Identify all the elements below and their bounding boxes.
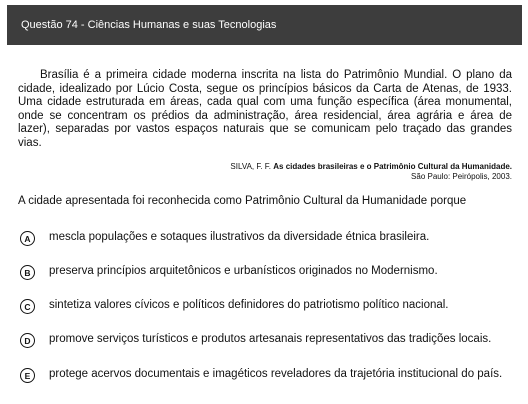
source-author: SILVA, F. F. xyxy=(230,162,272,171)
option-letter-d[interactable]: D xyxy=(20,333,35,348)
question-stem: A cidade apresentada foi reconhecida como Patrimônio Cultural da Humanidade porque xyxy=(18,195,467,207)
option-b[interactable] xyxy=(18,264,512,280)
option-text-e: protege acervos documentais e imagéticos reveladores da trajetória institucional do país. xyxy=(49,368,503,380)
option-d[interactable] xyxy=(18,332,512,348)
question-header-title: Questão 74 - Ciências Humanas e suas Tecnologias xyxy=(21,19,277,31)
option-c[interactable] xyxy=(18,298,512,314)
option-letter-a[interactable]: A xyxy=(20,231,35,246)
option-text-a: mescla populações e sotaques ilustrativos da diversidade étnica brasileira. xyxy=(49,231,430,243)
question-header-bar xyxy=(7,5,522,45)
source-publisher: São Paulo: Peirópolis, 2003. xyxy=(411,172,512,181)
option-letter-e[interactable]: E xyxy=(20,368,35,383)
option-text-c: sintetiza valores cívicos e políticos definidores do patriotismo político nacional. xyxy=(49,299,449,311)
option-letter-b[interactable]: B xyxy=(20,265,35,280)
option-text-b: preserva princípios arquitetônicos e urbanísticos originados no Modernismo. xyxy=(49,265,438,277)
source-citation xyxy=(230,162,512,182)
source-title: As cidades brasileiras e o Patrimônio Cultural da Humanidade. xyxy=(273,162,512,171)
option-letter-c[interactable]: C xyxy=(20,299,35,314)
option-text-d: promove serviços turísticos e produtos artesanais representativos das tradições locais. xyxy=(49,333,492,345)
source-line-1 xyxy=(230,162,512,172)
option-e[interactable] xyxy=(18,367,512,383)
option-a[interactable] xyxy=(18,230,512,246)
passage-text: Brasília é a primeira cidade moderna inscrita na lista do Patrimônio Mundial. O plano da cidade, idealizado por Lúcio Costa, segue os princípios básicos da Carta de Atenas, de 1933. Uma cidade estruturada em áreas, cada qual com uma função específica (área monumental, onde se concentram os prédios da administração, área residencial, área agrária e área de lazer), separadas por vastos espaços naturais que se comunicam pelo traçado das grandes vias. xyxy=(18,69,512,149)
